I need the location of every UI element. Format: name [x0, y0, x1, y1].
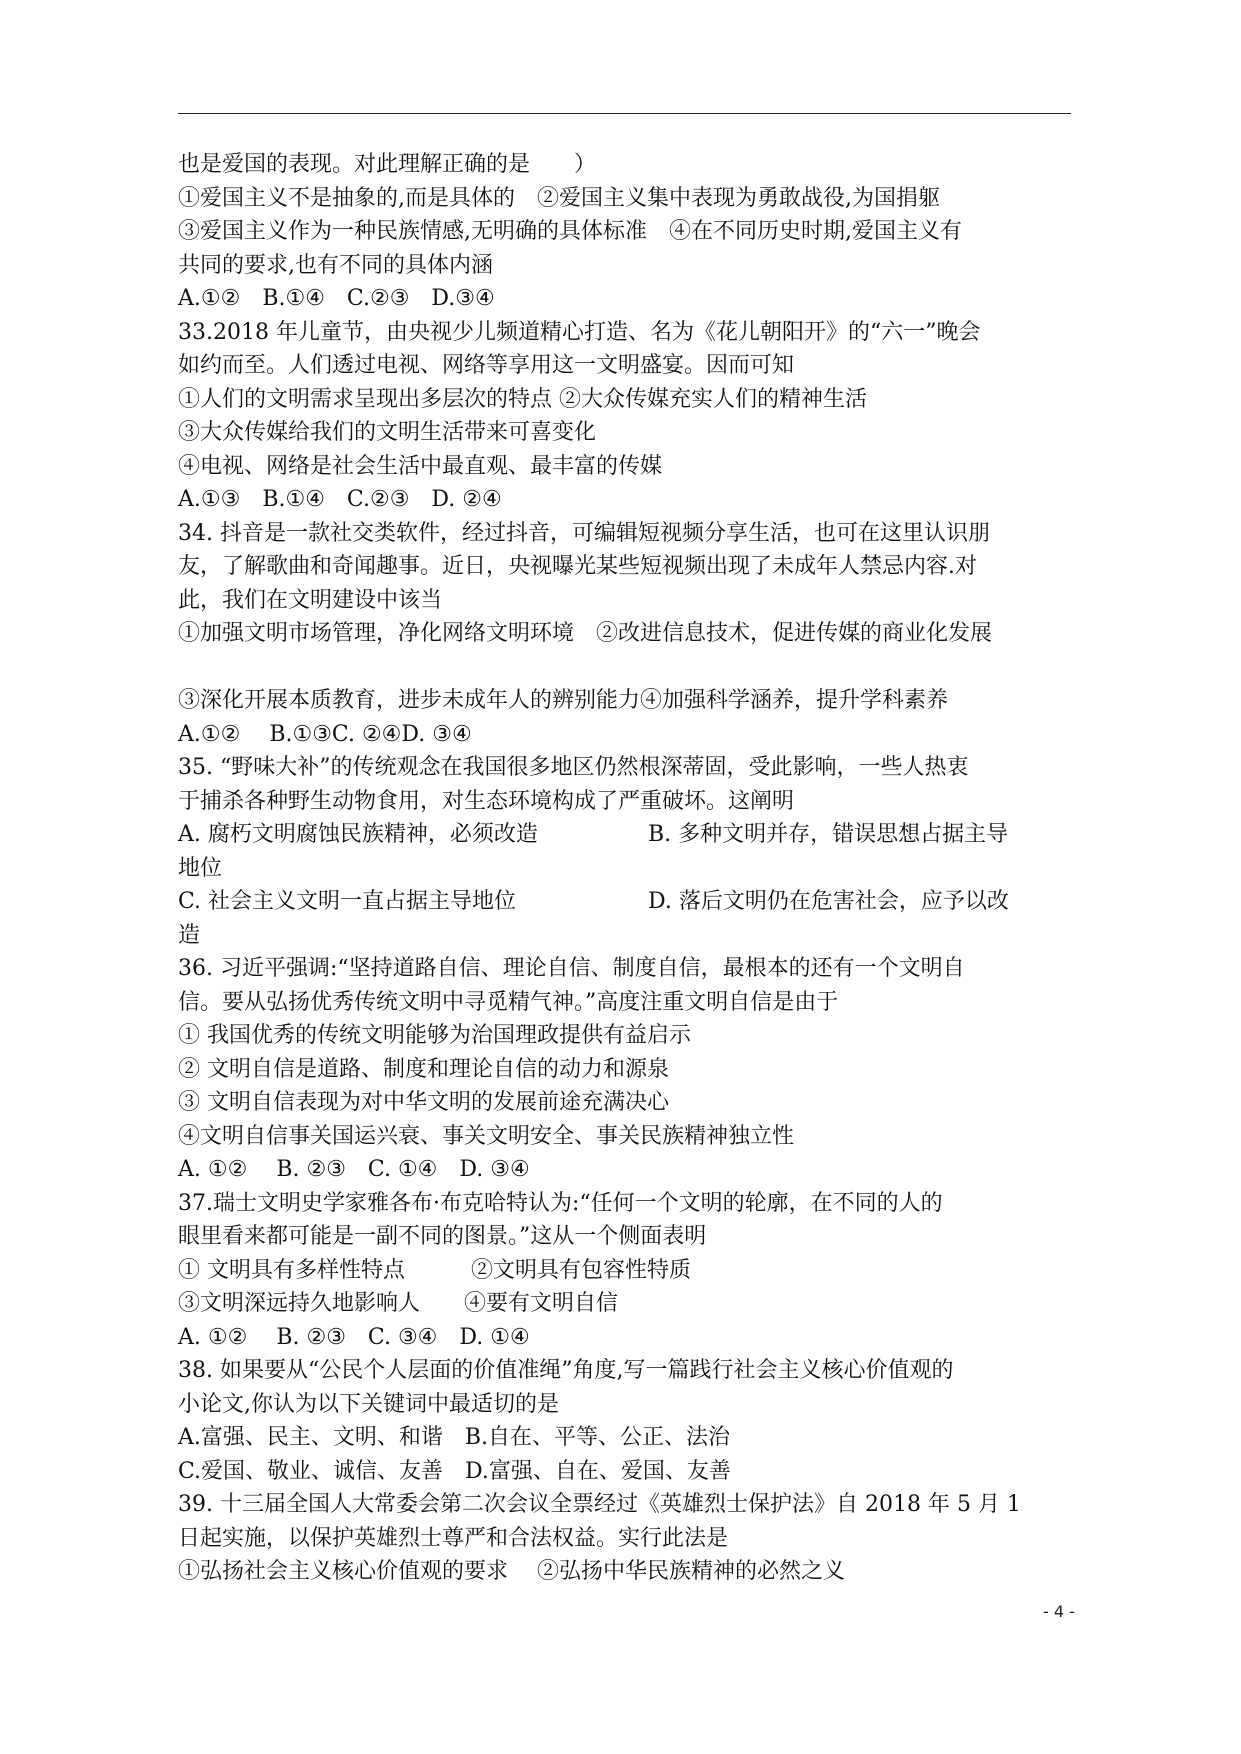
- q34-stem: 此，我们在文明建设中该当: [178, 587, 443, 613]
- q35-option-c: C. 社会主义文明一直占据主导地位: [178, 889, 517, 914]
- q37-options: A. ①② B. ②③ C. ③④ D. ①④: [178, 1324, 530, 1350]
- q32-item: ③爱国主义作为一种民族情感,无明确的具体标准 ④在不同历史时期,爱国主义有: [178, 219, 962, 244]
- q38-stem: 38. 如果要从“公民个人层面的价值准绳”角度,写一篇践行社会主义核心价值观的: [178, 1358, 954, 1383]
- blank-line: [178, 651, 1098, 685]
- q35-options-row: [178, 885, 1098, 919]
- q36-item: ③ 文明自信表现为对中华文明的发展前途充满决心: [178, 1090, 669, 1115]
- q38-options: C.爱国、敬业、诚信、友善 D.富强、自在、爱国、友善: [178, 1458, 731, 1484]
- q36-item: ① 我国优秀的传统文明能够为治国理政提供有益启示: [178, 1023, 691, 1048]
- page-number: - 4 -: [1043, 1602, 1075, 1621]
- q38-options: A.富强、民主、文明、和谐 B.自在、平等、公正、法治: [178, 1425, 731, 1450]
- q36-item: ② 文明自信是道路、制度和理论自信的动力和源泉: [178, 1056, 669, 1082]
- q32-options: A.①② B.①④ C.②③ D.③④: [178, 286, 495, 311]
- q32-stem: 也是爱国的表现。对此理解正确的是 ）: [178, 152, 597, 177]
- q37-item: ① 文明具有多样性特点 ②文明具有包容性特质: [178, 1257, 691, 1283]
- q33-stem: 如约而至。人们透过电视、网络等享用这一文明盛宴。因而可知: [178, 353, 795, 378]
- q32-item: ①爱国主义不是抽象的,而是具体的 ②爱国主义集中表现为勇敢战役,为国捐躯: [178, 185, 940, 211]
- q36-stem: 信。要从弘扬优秀传统文明中寻觅精气神。”高度注重文明自信是由于: [178, 989, 839, 1015]
- q37-item: ③文明深远持久地影响人 ④要有文明自信: [178, 1291, 619, 1316]
- q35-option-b: B. 多种文明并存，错误思想占据主导: [648, 822, 1009, 847]
- q35-option-a: A. 腐朽文明腐蚀民族精神，必须改造: [178, 822, 538, 847]
- q33-options: A.①③ B.①④ C.②③ D. ②④: [178, 487, 502, 512]
- q35-option-d: D. 落后文明仍在危害社会，应予以改: [648, 889, 1009, 914]
- q35-options-row: [178, 818, 1098, 852]
- q38-stem: 小论文,你认为以下关键词中最适切的是: [178, 1391, 559, 1417]
- q36-item: ④文明自信事关国运兴衰、事关文明安全、事关民族精神独立性: [178, 1123, 795, 1149]
- q34-stem: 34. 抖音是一款社交类软件，经过抖音，可编辑短视频分享生活，也可在这里认识朋: [178, 520, 990, 546]
- exam-content: [178, 148, 1098, 1589]
- q37-stem: 眼里看来都可能是一副不同的图景。”这从一个侧面表明: [178, 1224, 707, 1249]
- q34-stem: 友，了解歌曲和奇闻趣事。近日，央视曝光某些短视频出现了未成年人禁忌内容.对: [178, 554, 977, 579]
- q34-item: ③深化开展本质教育，进步未成年人的辨别能力④加强科学涵养，提升学科素养: [178, 688, 949, 713]
- q35-stem: 于捕杀各种野生动物食用，对生态环境构成了严重破坏。这阐明: [178, 788, 795, 814]
- q32-item: 共同的要求,也有不同的具体内涵: [178, 252, 493, 278]
- q36-options: A. ①② B. ②③ C. ①④ D. ③④: [178, 1157, 530, 1182]
- q34-item: ①加强文明市场管理，净化网络文明环境 ②改进信息技术，促进传媒的商业化发展: [178, 621, 993, 646]
- header-rule: [178, 113, 1071, 114]
- q35-option-b-continued: 地位: [178, 855, 223, 881]
- q37-stem: 37.瑞士文明史学家雅各布·布克哈特认为:“任何一个文明的轮廓，在不同的人的: [178, 1190, 943, 1216]
- q39-stem: 日起实施，以保护英雄烈士尊严和合法权益。实行此法是: [178, 1525, 729, 1551]
- q39-stem: 39. 十三届全国人大常委会第二次会议全票经过《英雄烈士保护法》自 2018 年 5 月 1: [178, 1492, 1021, 1517]
- q33-item: ④电视、网络是社会生活中最直观、最丰富的传媒: [178, 453, 663, 479]
- q35-option-d-continued: 造: [178, 922, 201, 948]
- q36-stem: 36. 习近平强调:“坚持道路自信、理论自信、制度自信，最根本的还有一个文明自: [178, 956, 965, 981]
- q34-options: A.①② B.①③C. ②④D. ③④: [178, 721, 472, 747]
- q33-stem: 33.2018 年儿童节，由央视少儿频道精心打造、名为《花儿朝阳开》的“六一”晚会: [178, 319, 981, 345]
- q35-stem: 35. “野味大补”的传统观念在我国很多地区仍然根深蒂固，受此影响，一些人热衷: [178, 755, 969, 780]
- q33-item: ①人们的文明需求呈现出多层次的特点 ②大众传媒充实人们的精神生活: [178, 386, 867, 412]
- q39-item: ①弘扬社会主义核心价值观的要求 ②弘扬中华民族精神的必然之义: [178, 1559, 845, 1584]
- q33-item: ③大众传媒给我们的文明生活带来可喜变化: [178, 420, 597, 445]
